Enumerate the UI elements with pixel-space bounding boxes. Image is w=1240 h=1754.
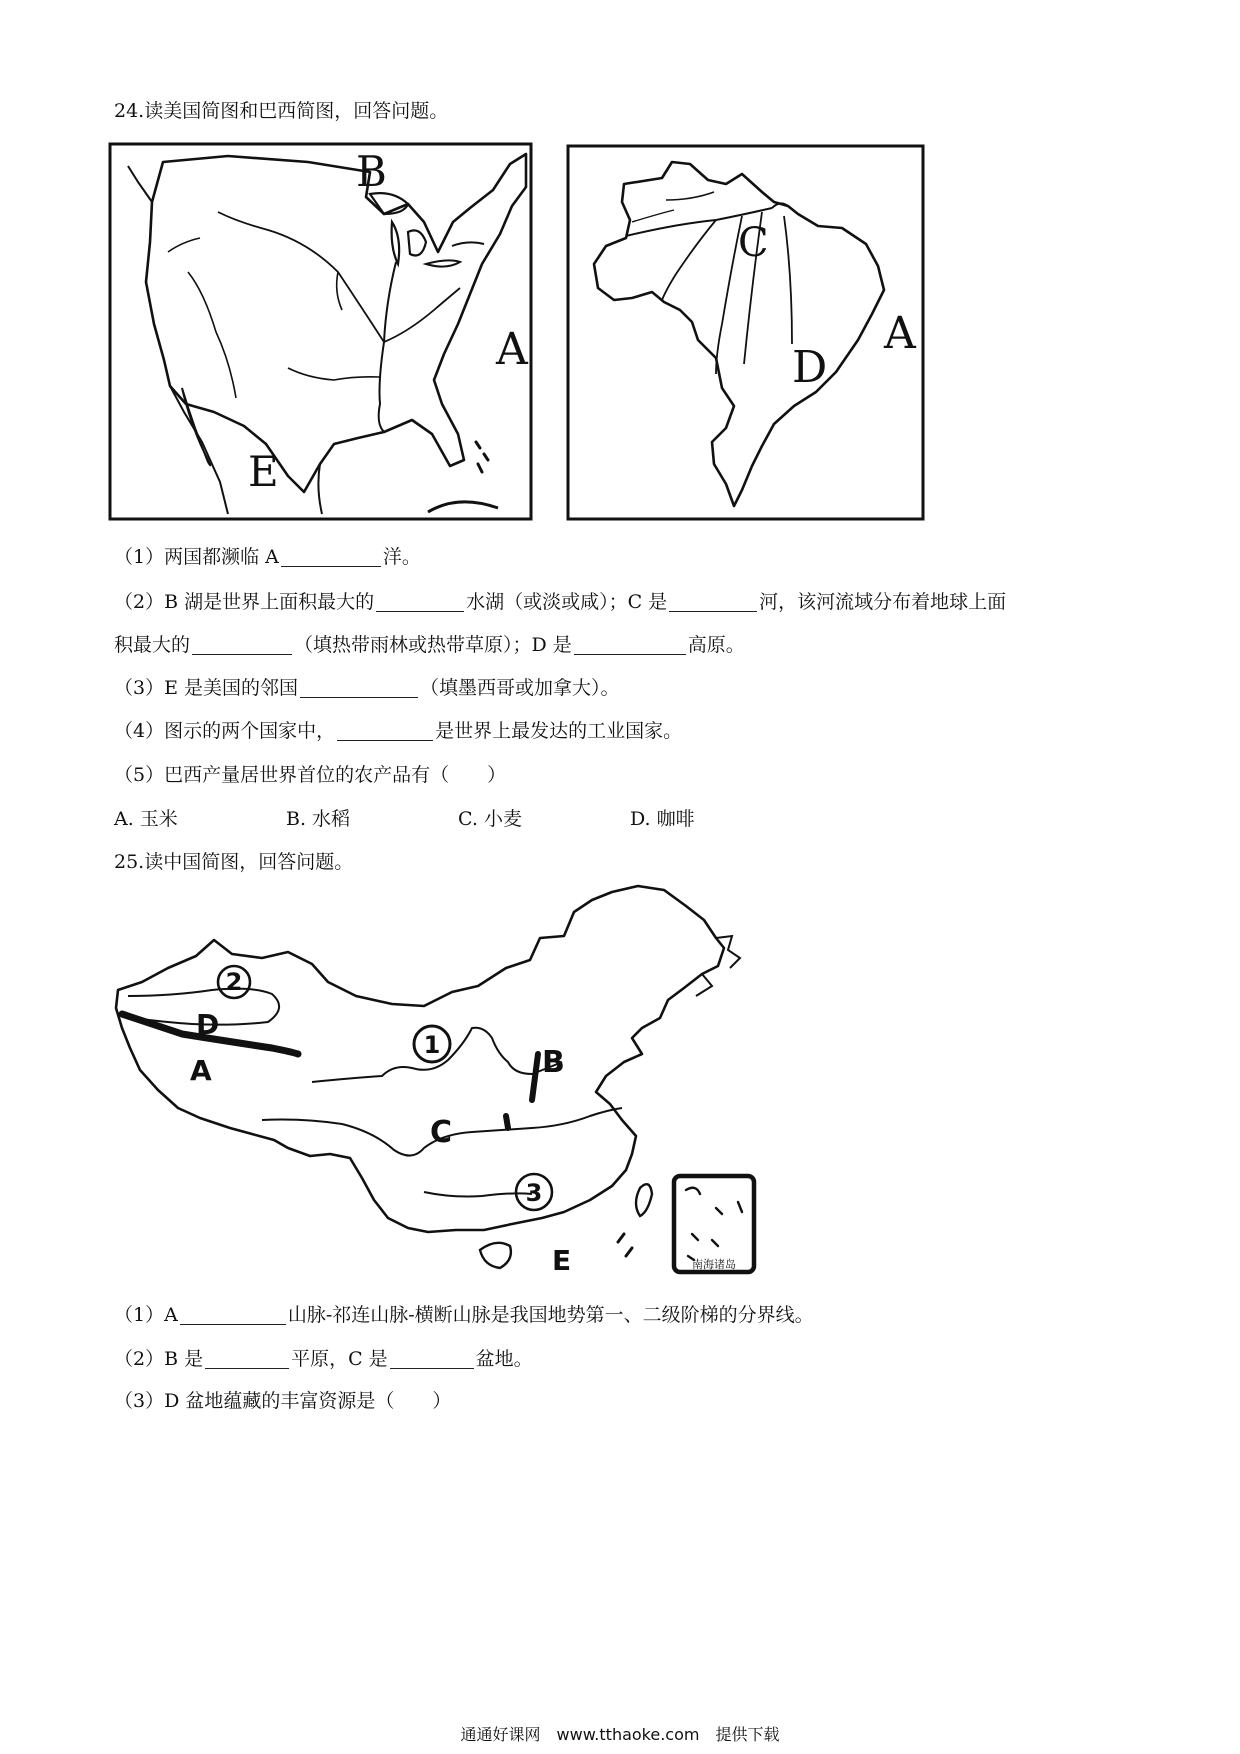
china-label-c: C — [430, 1115, 453, 1150]
brazil-label-a: A — [884, 308, 916, 359]
q24-part5: （5）巴西产量居世界首位的农产品有（ ） — [114, 764, 507, 786]
answer-blank[interactable] — [205, 1348, 289, 1369]
circle-label-1: 1 — [423, 1031, 441, 1059]
q24-title: 24.读美国简图和巴西简图，回答问题。 — [114, 100, 449, 122]
page-footer: 通通好课网 www.tthaoke.com 提供下载 — [460, 1725, 780, 1744]
brazil-label-d: D — [792, 342, 828, 393]
china-map — [112, 878, 860, 1290]
answer-blank[interactable] — [180, 1304, 286, 1325]
answer-blank[interactable] — [669, 591, 757, 612]
q24-option-a: A. 玉米 — [114, 808, 178, 830]
q24-part4: （4）图示的两个国家中， 是世界上最发达的工业国家。 — [114, 720, 683, 742]
answer-blank[interactable] — [281, 546, 381, 567]
q24-part1: （1）两国都濒临 A 洋。 — [114, 546, 421, 568]
q25-part3: （3）D 盆地蕴藏的丰富资源是（ ） — [114, 1390, 452, 1412]
circle-label-2: 2 — [225, 968, 243, 996]
usa-label-b: B — [356, 147, 387, 196]
q25-part1: （1）A 山脉-祁连山脉-横断山脉是我国地势第一、二级阶梯的分界线。 — [114, 1304, 814, 1326]
answer-blank[interactable] — [337, 720, 433, 741]
q24-option-d: D. 咖啡 — [630, 808, 695, 830]
usa-label-a: A — [496, 324, 528, 375]
q24-option-b: B. 水稻 — [286, 808, 351, 830]
brazil-map — [566, 144, 926, 522]
q25-title: 25.读中国简图，回答问题。 — [114, 851, 354, 873]
china-label-a: A — [190, 1054, 212, 1087]
circle-label-3: 3 — [525, 1179, 543, 1207]
q24-part2-cont: 积最大的 （填热带雨林或热带草原）；D 是 高原。 — [114, 634, 745, 656]
answer-blank[interactable] — [390, 1348, 474, 1369]
answer-blank[interactable] — [192, 634, 292, 655]
china-label-b: B — [542, 1045, 565, 1080]
usa-map — [108, 142, 534, 522]
answer-blank[interactable] — [574, 634, 686, 655]
q24-option-c: C. 小麦 — [458, 808, 522, 830]
usa-label-e: E — [248, 447, 279, 496]
q24-part2: （2）B 湖是世界上面积最大的 水湖（或淡或咸）；C 是 河，该河流域分布着地球上面 — [114, 591, 1007, 613]
china-label-d: D — [196, 1008, 220, 1041]
q25-part2: （2）B 是 平原，C 是 盆地。 — [114, 1348, 533, 1370]
brazil-label-c: C — [738, 220, 769, 266]
inset-label: 南海诸岛 — [692, 1258, 736, 1271]
answer-blank[interactable] — [376, 591, 464, 612]
china-label-e: E — [552, 1244, 572, 1277]
q24-part3: （3）E 是美国的邻国 （填墨西哥或加拿大）。 — [114, 677, 620, 699]
answer-blank[interactable] — [300, 677, 418, 698]
